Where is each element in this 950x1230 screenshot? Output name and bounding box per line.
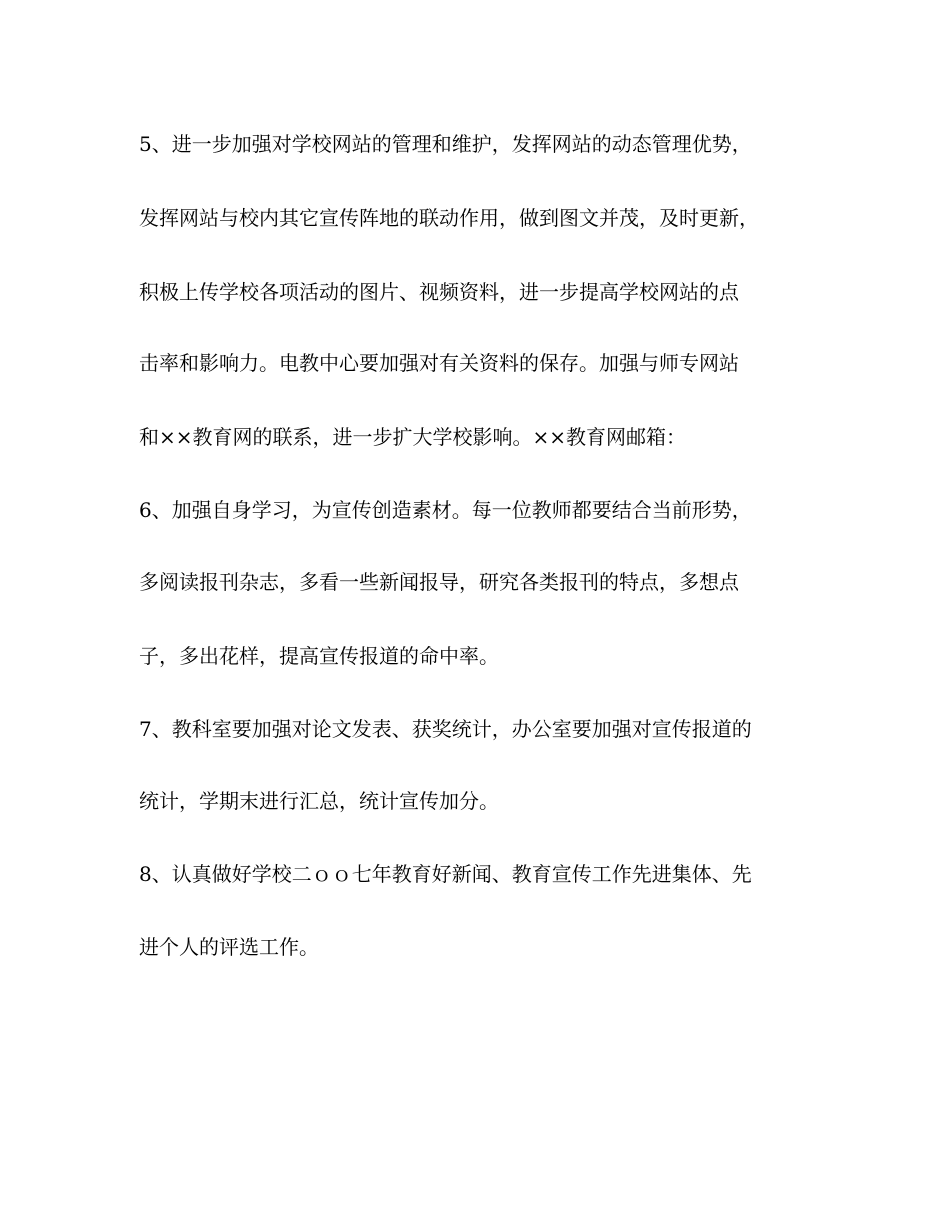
text-line: 8、认真做好学校二ｏｏ七年教育好新闻、教育宣传工作先进集体、先 [139, 862, 752, 886]
text-line: 6、加强自身学习，为宣传创造素材。每一位教师都要结合当前形势， [139, 498, 752, 522]
text-line: 积极上传学校各项活动的图片、视频资料，进一步提高学校网站的点 [139, 280, 739, 304]
text-line: 子，多出花样，提高宣传报道的命中率。 [139, 644, 499, 668]
text-line: 5、进一步加强对学校网站的管理和维护，发挥网站的动态管理优势， [139, 132, 752, 156]
text-line: 多阅读报刊杂志，多看一些新闻报导，研究各类报刊的特点，多想点 [139, 570, 739, 594]
text-line: 7、教科室要加强对论文发表、获奖统计，办公室要加强对宣传报道的 [139, 717, 752, 741]
text-line: 击率和影响力。电教中心要加强对有关资料的保存。加强与师专网站 [139, 351, 739, 375]
text-line: 进个人的评选工作。 [139, 935, 319, 959]
text-line: 统计，学期末进行汇总，统计宣传加分。 [139, 789, 499, 813]
text-line: 发挥网站与校内其它宣传阵地的联动作用，做到图文并茂，及时更新， [139, 206, 759, 230]
text-line: 和××教育网的联系，进一步扩大学校影响。××教育网邮箱： [139, 425, 687, 449]
